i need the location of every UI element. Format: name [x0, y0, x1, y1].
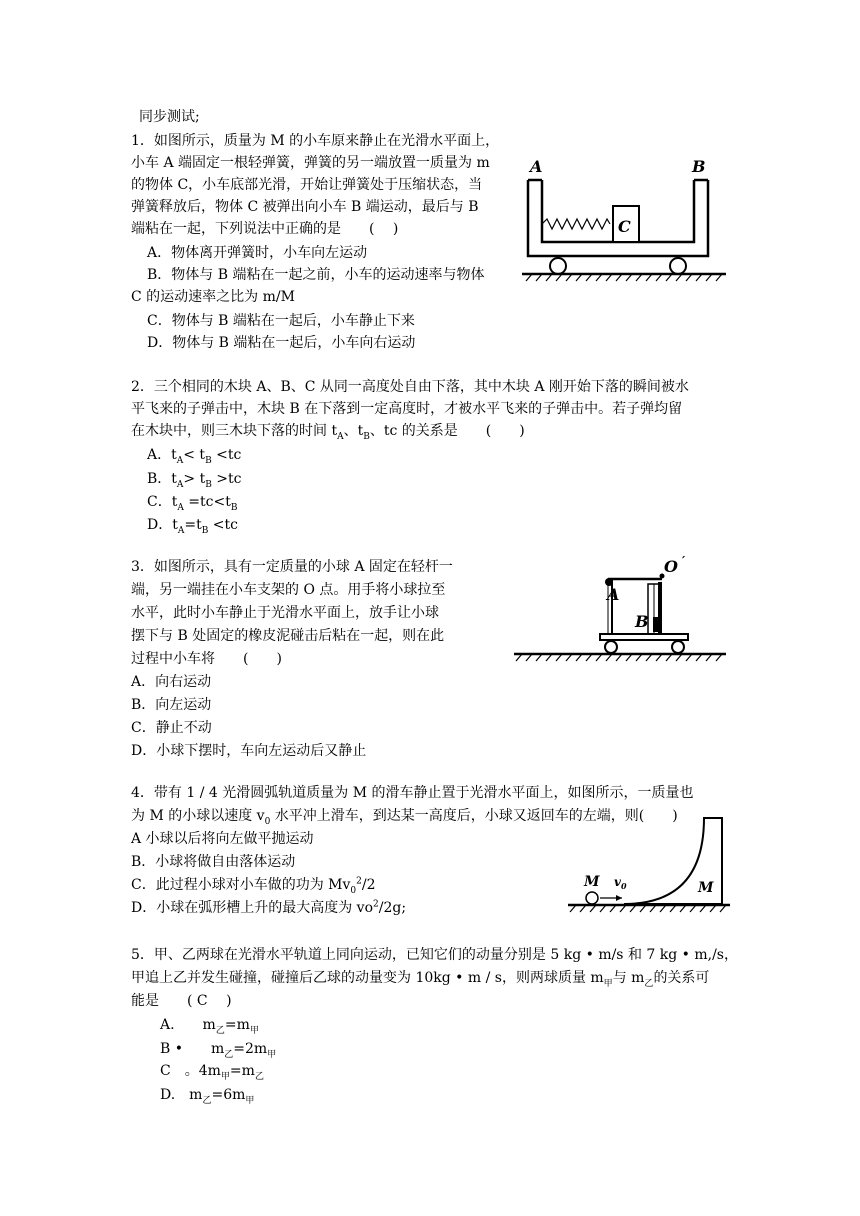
q1-option-d: D．物体与 B 端粘在一起后，小车向右运动: [147, 335, 416, 351]
q3-stem-line-4: 摆下与 B 处固定的橡皮泥碰击后粘在一起，则在此: [131, 628, 445, 644]
q3-stem-line-2: 端，另一端挂在小车支架的 O 点。用手将小球拉至: [131, 582, 446, 598]
wheel-right: [670, 258, 686, 274]
spring: [542, 219, 610, 229]
q3-option-d: D．小球下摆时，车向左运动后又静止: [131, 743, 367, 759]
q1-option-c: C．物体与 B 端粘在一起后，小车静止下来: [147, 313, 415, 329]
q1-stem-line-2: 小车 A 端固定一根轻弹簧，弹簧的另一端放置一质量为 m: [131, 155, 490, 171]
section-heading: 同步测试;: [139, 109, 200, 125]
q4-stem-line-2: 为 M 的小球以速度 $v_0$ 水平冲上滑车，到达某一高度后，小球又返回车的左端，则( ): [131, 808, 678, 827]
wheel-left: [550, 258, 566, 274]
label-v0: $v_0$: [614, 875, 627, 891]
q5-stem-line-3: 能是 ( C ): [131, 993, 232, 1009]
q3-pendulum-cart-figure: [510, 554, 732, 666]
q2-option-c: C．$t_A =tc<t_B$: [147, 494, 238, 513]
q1-stem-line-4: 弹簧释放后，物体 C 被弹出向小车 B 端运动，最后与 B: [131, 199, 479, 215]
q2-stem-line-3: 在木块中，则三木块下落的时间 $t_A$、$t_B$、tc 的关系是 ( ): [131, 423, 525, 442]
q3-option-a: A．向右运动: [131, 674, 212, 690]
q1-cart-spring-figure: [518, 148, 730, 284]
q1-option-b-line-2: C 的运动速率之比为 m/M: [131, 289, 295, 305]
q3-option-b: B．向左运动: [131, 697, 212, 713]
q3-option-c: C．静止不动: [131, 720, 212, 736]
label-a: A: [607, 585, 620, 604]
q4-option-c: C．此过程小球对小车做的功为 $Mv_0^2/2$: [131, 876, 376, 896]
q4-stem-line-1: 4．带有 1 / 4 光滑圆弧轨道质量为 M 的滑车静止置于光滑水平面上，如图所示，一质量也: [131, 785, 694, 801]
q1-stem-line-5: 端粘在一起，下列说法中正确的是 ( ): [131, 221, 399, 237]
q2-stem-line-1: 2．三个相同的木块 A、B、C 从同一高度处自由下落，其中木块 A 刚开始下落的瞬间被水: [131, 379, 689, 395]
q4-option-d: D．小球在弧形槽上升的最大高度为 $vo^2/2g$;: [131, 899, 407, 916]
ball-m: [586, 892, 598, 904]
cart-platform: [600, 634, 688, 640]
q2-option-a: A．$t_A< t_B <tc$: [147, 447, 242, 466]
label-o: O: [664, 557, 678, 576]
label-o-prime: ′: [682, 554, 686, 568]
q1-option-b-line-1: B．物体与 B 端粘在一起之前，小车的运动速率与物体: [147, 267, 485, 283]
q1-option-a: A．物体离开弹簧时，小车向左运动: [147, 245, 368, 261]
q1-stem-line-3: 的物体 C，小车底部光滑，开始让弹簧处于压缩状态，当: [131, 177, 483, 193]
q5-option-c: C 。$4m_甲=m_乙$: [160, 1063, 264, 1082]
q3-stem-line-3: 水平，此时小车静止于光滑水平面上，放手让小球: [131, 605, 439, 621]
q5-option-b: B • $m_乙=2m_甲$: [160, 1041, 277, 1060]
label-m-cart: M: [698, 880, 714, 896]
label-b: B: [692, 157, 706, 176]
q2-option-b: B．$t_A> t_B >tc$: [147, 471, 242, 490]
label-b: B: [635, 612, 649, 631]
q4-option-b: B．小球将做自由落体运动: [131, 854, 296, 870]
label-c: C: [618, 217, 631, 236]
q2-option-d: D．$t_A=t_B <tc$: [147, 517, 238, 536]
q5-stem-line-2: 甲追上乙并发生碰撞，碰撞后乙球的动量变为 10kg • m / s，则两球质量 $m_甲$与 $m_乙$的关系可: [131, 970, 710, 989]
q5-option-a: A. $m_乙=m_甲$: [160, 1017, 259, 1036]
q2-stem-line-2: 平飞来的子弹击中，木块 B 在下落到一定高度时，才被水平飞来的子弹击中。若子弹均留: [131, 401, 683, 417]
q5-stem-line-1: 5．甲、乙两球在光滑水平轨道上同向运动，已知它们的动量分别是 5 kg • m/s 和 7 kg • m,/s，: [131, 947, 738, 963]
q4-option-a: A 小球以后将向左做平抛运动: [131, 831, 314, 847]
q3-stem-line-1: 3．如图所示，具有一定质量的小球 A 固定在轻杆一: [131, 559, 453, 575]
putty-b: [653, 617, 660, 632]
label-a: A: [530, 157, 543, 176]
label-m-ball: M: [584, 874, 600, 890]
q5-option-d: D. $m_乙=6m_甲$: [160, 1087, 255, 1106]
q3-stem-line-5: 过程中小车将 ( ): [131, 651, 282, 667]
wheel-left: [605, 641, 617, 653]
q4-arc-track-figure: [566, 812, 734, 918]
wheel-right: [672, 641, 684, 653]
q1-stem-line-1: 1．如图所示，质量为 M 的小车原来静止在光滑水平面上，: [131, 133, 500, 149]
